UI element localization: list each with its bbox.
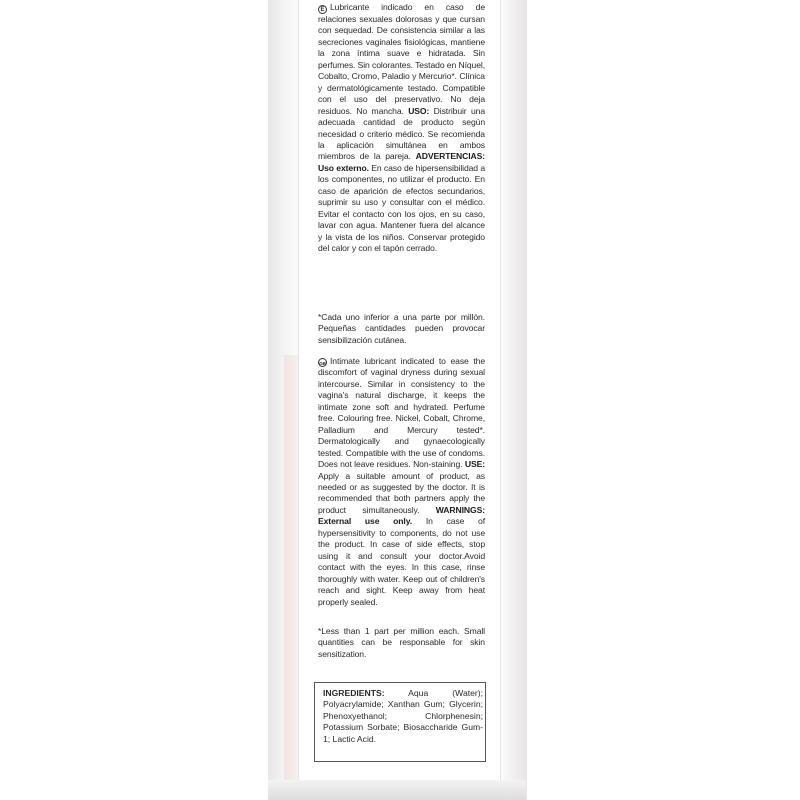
box-bottom-flap bbox=[268, 780, 526, 800]
english-text-warnings: In case of hypersensitivity to components, do not use the product. In case of side effects, stop using it and consult your doctor.Avoid contact with the eyes. In this case, rinse thoroughly with water. Keep out of children's reach and sight. Keep away from heat properly sealed. bbox=[318, 516, 485, 607]
ingredients-list: Aqua (Water); Polyacrylamide; Xanthan Gum; Glycerin; Phenoxyethanol; Chlorphenesin; Potassium Sorbate; Biosaccharide Gum-1; Lactic Acid. bbox=[323, 688, 483, 744]
ingredients-text bbox=[323, 688, 483, 745]
spanish-description bbox=[318, 2, 485, 255]
ingredients-label: INGREDIENTS: bbox=[323, 688, 385, 698]
box-right-side bbox=[500, 0, 527, 800]
spanish-advertencias-label: ADVERTENCIAS: Uso externo. bbox=[318, 151, 485, 173]
spanish-text-uso: Distribuir una adecuada cantidad de producto según necesidad o criterio médico. Se recomienda la aplicación simultánea en ambos miembros de la pareja. bbox=[318, 105, 485, 162]
box-left-side bbox=[268, 0, 299, 800]
box-pink-stripe bbox=[284, 355, 298, 800]
spanish-text-advertencias: En caso de hipersensibilidad a los componentes, no utilizar el producto. En caso de aparición de efectos secundarios, suprimir su uso y consultar con el médico. Evitar el contacto con los ojos, en su caso, lavar con agua. Mantener fuera del alcance y la vista de los niños. Conservar protegido del calor y con el tapón cerrado. bbox=[318, 162, 485, 254]
english-description bbox=[318, 356, 485, 608]
english-text-intro: Intimate lubricant indicated to ease the discomfort of vaginal dryness during sexual intercourse. Similar in consistency to the vagina's natural discharge, it keeps the intimate zone soft and hydrated. Perfume free. Colouring free. Nickel, Cobalt, Chrome, Palladium and Mercury tested*. Dermatologically and gynaecologically tested. Compatible with the use of condoms. Does not leave residues. Non-staining. bbox=[318, 356, 485, 470]
spanish-footnote: *Cada uno inferior a una parte por millón. Pequeñas cantidades pueden provocar sensibilización cutánea. bbox=[318, 312, 485, 345]
english-footnote: *Less than 1 part per million each. Small quantities can be responsable for skin sensitization. bbox=[318, 626, 485, 659]
english-language-icon: GB bbox=[318, 358, 327, 367]
english-text-use: Apply a suitable amount of product, as needed or as suggested by the doctor. It is recommended that both partners apply the product simultaneously. bbox=[318, 470, 485, 515]
spanish-text-intro: Lubricante indicado en caso de relaciones sexuales dolorosas y que cursan con sequedad. De consistencia similar a las secreciones vaginales fisiológicas, mantiene la zona íntima suave e hidratada. Sin perfumes. Sin colorantes. Testado en Níquel, Cobalto, Cromo, Paladio y Mercurio*. Clínica y dermatológicamente testado. Compatible con el uso del preservativo. No deja residuos. No mancha. bbox=[318, 2, 485, 116]
english-use-label: USE: bbox=[464, 459, 486, 470]
spanish-uso-label: USO: bbox=[408, 105, 430, 116]
english-warnings-label: WARNINGS: External use only. bbox=[318, 504, 485, 527]
spanish-language-icon: E bbox=[318, 5, 327, 14]
